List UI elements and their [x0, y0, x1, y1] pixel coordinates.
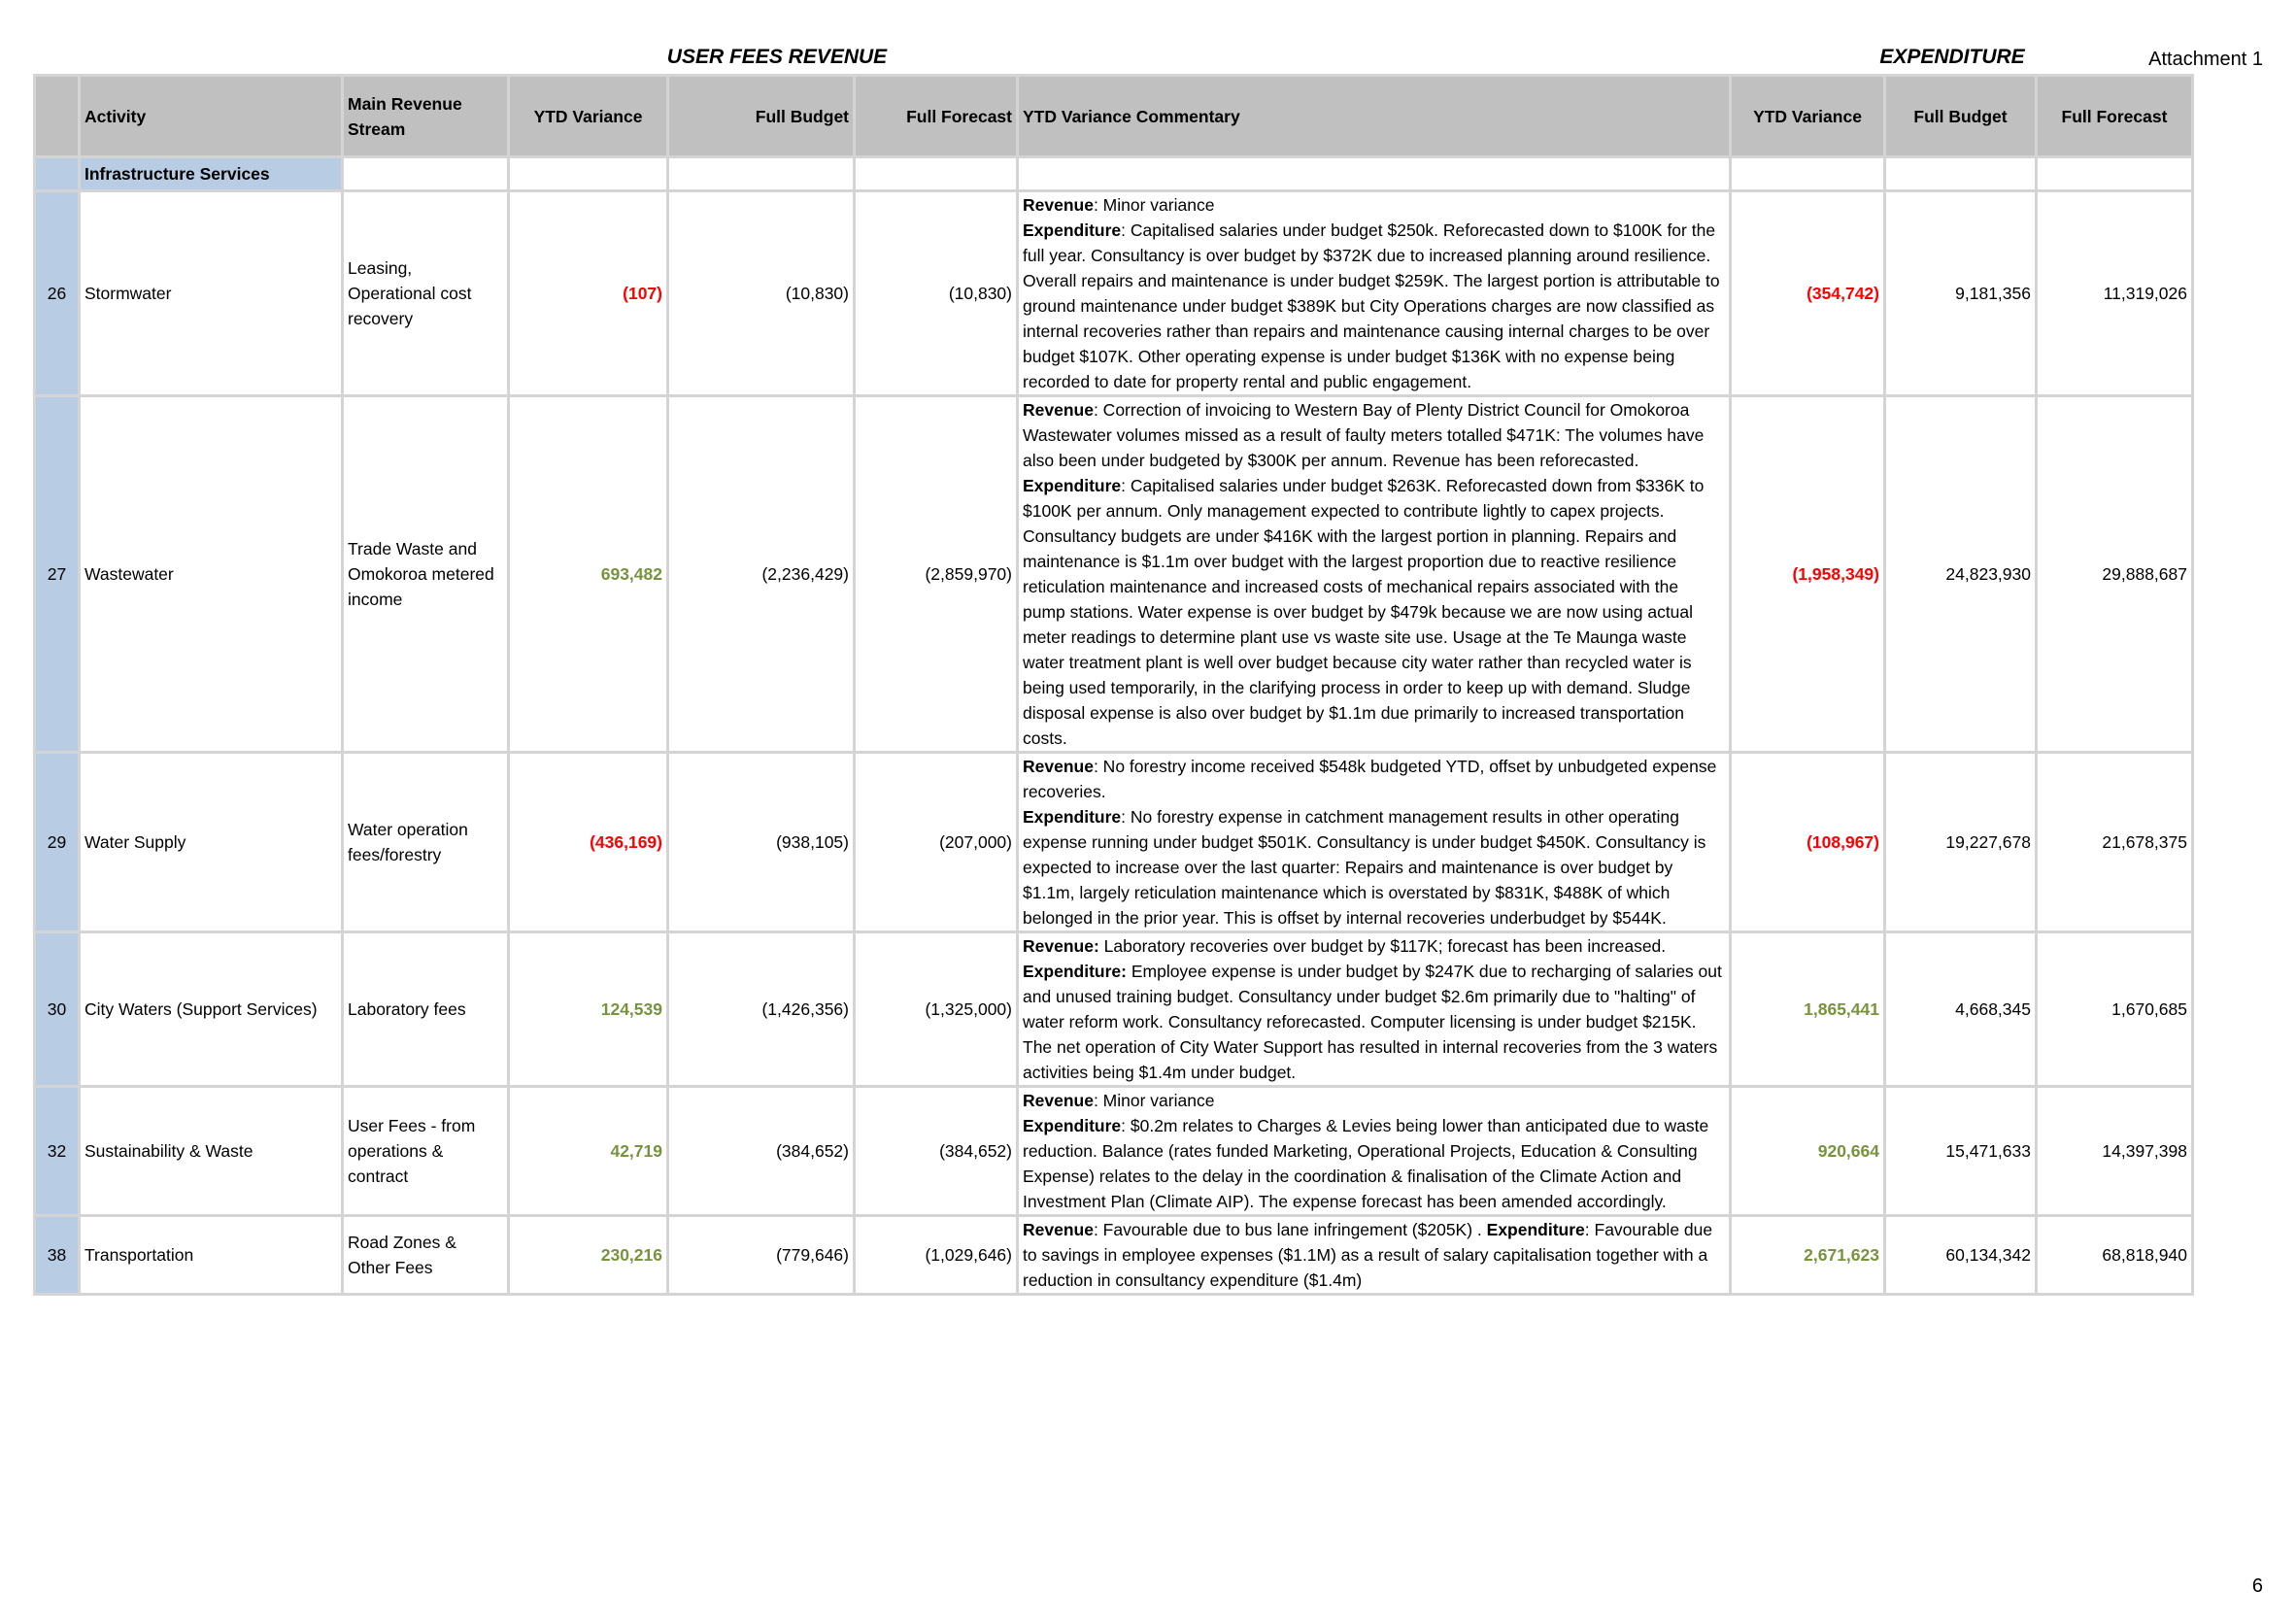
commentary-expenditure-label: Expenditure: [1486, 1220, 1585, 1239]
activity-name: Water Supply: [80, 753, 343, 932]
expenditure-ytd-variance: (1,958,349): [1731, 396, 1885, 753]
revenue-expenditure-table: [33, 74, 2194, 1296]
commentary-expenditure-text: : Favourable due to savings in employee expenses ($1.1M) as a result of salary capitalisation together with a reduction in consultancy expenditure ($1.4m): [1023, 1220, 1713, 1290]
expenditure-ytd-variance: 2,671,623: [1731, 1216, 1885, 1295]
expenditure-full-budget: 15,471,633: [1885, 1087, 2037, 1216]
revenue-full-forecast: (1,325,000): [855, 932, 1018, 1087]
revenue-full-budget: (2,236,429): [668, 396, 855, 753]
commentary-revenue-text: : No forestry income received $548k budgeted YTD, offset by unbudgeted expense recoveries.: [1023, 757, 1717, 801]
expenditure-ytd-variance: (108,967): [1731, 753, 1885, 932]
expenditure-full-forecast: 68,818,940: [2037, 1216, 2193, 1295]
expenditure-full-forecast: 29,888,687: [2037, 396, 2193, 753]
expenditure-full-budget: 19,227,678: [1885, 753, 2037, 932]
variance-commentary: [1018, 753, 1731, 932]
revenue-full-budget: (10,830): [668, 191, 855, 396]
variance-commentary: [1018, 932, 1731, 1087]
revenue-section-title: USER FEES REVENUE: [666, 46, 888, 68]
expenditure-full-budget: 9,181,356: [1885, 191, 2037, 396]
revenue-ytd-variance: (107): [509, 191, 668, 396]
revenue-full-forecast: (2,859,970): [855, 396, 1018, 753]
commentary-expenditure-label: Expenditure: [1023, 220, 1122, 240]
revenue-full-budget: (779,646): [668, 1216, 855, 1295]
variance-commentary: [1018, 1216, 1731, 1295]
expenditure-ytd-variance: 1,865,441: [1731, 932, 1885, 1087]
revenue-stream: Leasing, Operational cost recovery: [343, 191, 509, 396]
commentary-revenue-text: : Correction of invoicing to Western Bay of Plenty District Council for Omokoroa Wastewater volumes missed as a result of faulty meters totalled $471K: The volumes have also been under budgeted by $300K per annum. Revenue has been reforecasted.: [1023, 400, 1705, 470]
table-row: [35, 1216, 2193, 1295]
commentary-expenditure-label: Expenditure: [1023, 476, 1122, 495]
commentary-expenditure-text: : Capitalised salaries under budget $263K. Reforecasted down from $336K to $100K per annum. Only management expected to contribute lightly to capex projects. Consultancy budgets are under $416K with the largest portion in planning. Repairs and maintenance is $1.1m over budget with the largest proportion due to reactive resilience reticulation maintenance and increased costs of mechanical repairs associated with the pump stations. Water expense is over budget by $479k because we are now using actual meter readings to determine plant use vs waste site use. Usage at the Te Maunga waste water treatment plant is well over budget because city water rather than recycled water is being used temporarily, in the clarifying process in order to keep up with demand. Sludge disposal expense is also over budget by $1.1m due primarily to increased transportation costs.: [1023, 476, 1705, 748]
revenue-stream: Trade Waste and Omokoroa metered income: [343, 396, 509, 753]
activity-header: Activity: [80, 76, 343, 157]
expenditure-full-forecast: 1,670,685: [2037, 932, 2193, 1087]
revenue-full-budget: (384,652): [668, 1087, 855, 1216]
expenditure-ytd-variance: (354,742): [1731, 191, 1885, 396]
revenue-ytd-variance: 124,539: [509, 932, 668, 1087]
section-number-cell: [35, 157, 80, 191]
page-number: 6: [2251, 1575, 2263, 1597]
row-number-header: [35, 76, 80, 157]
revenue-ytd-variance: 42,719: [509, 1087, 668, 1216]
column-header-row: [35, 76, 2193, 157]
section-label: Infrastructure Services: [80, 157, 343, 191]
commentary-revenue-text: : Minor variance: [1093, 1091, 1215, 1110]
page-header: [0, 0, 2296, 74]
revenue-full-forecast: (10,830): [855, 191, 1018, 396]
commentary-revenue-label: Revenue: [1023, 757, 1094, 776]
activity-name: Sustainability & Waste: [80, 1087, 343, 1216]
commentary-expenditure-label: Expenditure: [1023, 807, 1122, 827]
expenditure-full-budget: 4,668,345: [1885, 932, 2037, 1087]
expenditure-full-budget: 60,134,342: [1885, 1216, 2037, 1295]
variance-commentary: [1018, 1087, 1731, 1216]
table-row: [35, 191, 2193, 396]
main-revenue-stream-header: Main Revenue Stream: [343, 76, 509, 157]
revenue-full-budget-header: Full Budget: [668, 76, 855, 157]
revenue-full-forecast-header: Full Forecast: [855, 76, 1018, 157]
revenue-full-budget: (938,105): [668, 753, 855, 932]
expenditure-full-forecast-header: Full Forecast: [2037, 76, 2193, 157]
table-row: [35, 1087, 2193, 1216]
attachment-label: Attachment 1: [2148, 49, 2263, 70]
expenditure-full-forecast: 14,397,398: [2037, 1087, 2193, 1216]
revenue-full-forecast: (1,029,646): [855, 1216, 1018, 1295]
revenue-full-budget: (1,426,356): [668, 932, 855, 1087]
variance-commentary: [1018, 396, 1731, 753]
row-number: 27: [35, 396, 80, 753]
row-number: 32: [35, 1087, 80, 1216]
revenue-stream: User Fees - from operations & contract: [343, 1087, 509, 1216]
activity-name: Transportation: [80, 1216, 343, 1295]
row-number: 30: [35, 932, 80, 1087]
revenue-ytd-variance: 230,216: [509, 1216, 668, 1295]
revenue-ytd-variance: 693,482: [509, 396, 668, 753]
revenue-ytd-variance: (436,169): [509, 753, 668, 932]
activity-name: City Waters (Support Services): [80, 932, 343, 1087]
expenditure-full-forecast: 11,319,026: [2037, 191, 2193, 396]
commentary-revenue-label: Revenue: [1023, 1091, 1094, 1110]
revenue-stream: Water operation fees/forestry: [343, 753, 509, 932]
revenue-full-forecast: (384,652): [855, 1087, 1018, 1216]
expenditure-full-forecast: 21,678,375: [2037, 753, 2193, 932]
commentary-revenue-label: Revenue: [1023, 1220, 1094, 1239]
row-number: 26: [35, 191, 80, 396]
commentary-revenue-label: Revenue: [1023, 195, 1094, 215]
table-row: [35, 753, 2193, 932]
table-row: [35, 396, 2193, 753]
commentary-header: YTD Variance Commentary: [1018, 76, 1731, 157]
row-number: 38: [35, 1216, 80, 1295]
commentary-revenue-label: Revenue: [1023, 400, 1094, 420]
commentary-expenditure-label: Expenditure:: [1023, 962, 1127, 981]
commentary-expenditure-text: : Capitalised salaries under budget $250k. Reforecasted down to $100K for the full year. Consultancy is over budget by $372K due to increased planning around resilience. Overall repairs and maintenance is under budget $259K. The largest portion is attributable to ground maintenance under budget $389K but City Operations charges are now classified as internal recoveries rather than repairs and maintenance causing internal charges to be over budget $107K. Other operating expense is under budget $136K with no expense being recorded to date for property rental and public engagement.: [1023, 220, 1720, 391]
revenue-stream: Laboratory fees: [343, 932, 509, 1087]
commentary-expenditure-label: Expenditure: [1023, 1116, 1122, 1135]
activity-name: Wastewater: [80, 396, 343, 753]
commentary-expenditure-text: : $0.2m relates to Charges & Levies being lower than anticipated due to waste reduction. Balance (rates funded Marketing, Operational Projects, Education & Consulting Expense) relates to the delay in the coordination & finalisation of the Climate Action and Investment Plan (Climate AIP). The expense forecast has been amended accordingly.: [1023, 1116, 1709, 1211]
row-number: 29: [35, 753, 80, 932]
variance-commentary: [1018, 191, 1731, 396]
expenditure-ytd-variance-header: YTD Variance: [1731, 76, 1885, 157]
commentary-expenditure-text: : No forestry expense in catchment management results in other operating expense running under budget $501K. Consultancy is under budget $450K. Consultancy is expected to increase over the last quarter: Repairs and maintenance is over budget by $1.1m, largely reticulation maintenance which is overstated by $831K, $488K of which belonged in the prior year. This is offset by internal recoveries underbudget by $544K.: [1023, 807, 1706, 928]
commentary-expenditure-text: Employee expense is under budget by $247K due to recharging of salaries out and unused training budget. Consultancy under budget $2.6m primarily due to "halting" of water reform work. Consultancy reforecasted. Computer licensing is under budget $215K. The net operation of City Water Support has resulted in internal recoveries from the 3 waters activities being $1.4m under budget.: [1023, 962, 1722, 1082]
revenue-stream: Road Zones & Other Fees: [343, 1216, 509, 1295]
revenue-full-forecast: (207,000): [855, 753, 1018, 932]
expenditure-section-title: EXPENDITURE: [1879, 46, 2025, 68]
activity-name: Stormwater: [80, 191, 343, 396]
table-row: [35, 932, 2193, 1087]
expenditure-full-budget: 24,823,930: [1885, 396, 2037, 753]
expenditure-ytd-variance: 920,664: [1731, 1087, 1885, 1216]
commentary-revenue-text: : Favourable due to bus lane infringement ($205K) .: [1093, 1220, 1487, 1239]
expenditure-full-budget-header: Full Budget: [1885, 76, 2037, 157]
commentary-revenue-text: Laboratory recoveries over budget by $117K; forecast has been increased.: [1098, 936, 1667, 956]
section-row: [35, 157, 2193, 191]
revenue-ytd-variance-header: YTD Variance: [509, 76, 668, 157]
commentary-revenue-label: Revenue:: [1023, 936, 1099, 956]
commentary-revenue-text: : Minor variance: [1093, 195, 1215, 215]
